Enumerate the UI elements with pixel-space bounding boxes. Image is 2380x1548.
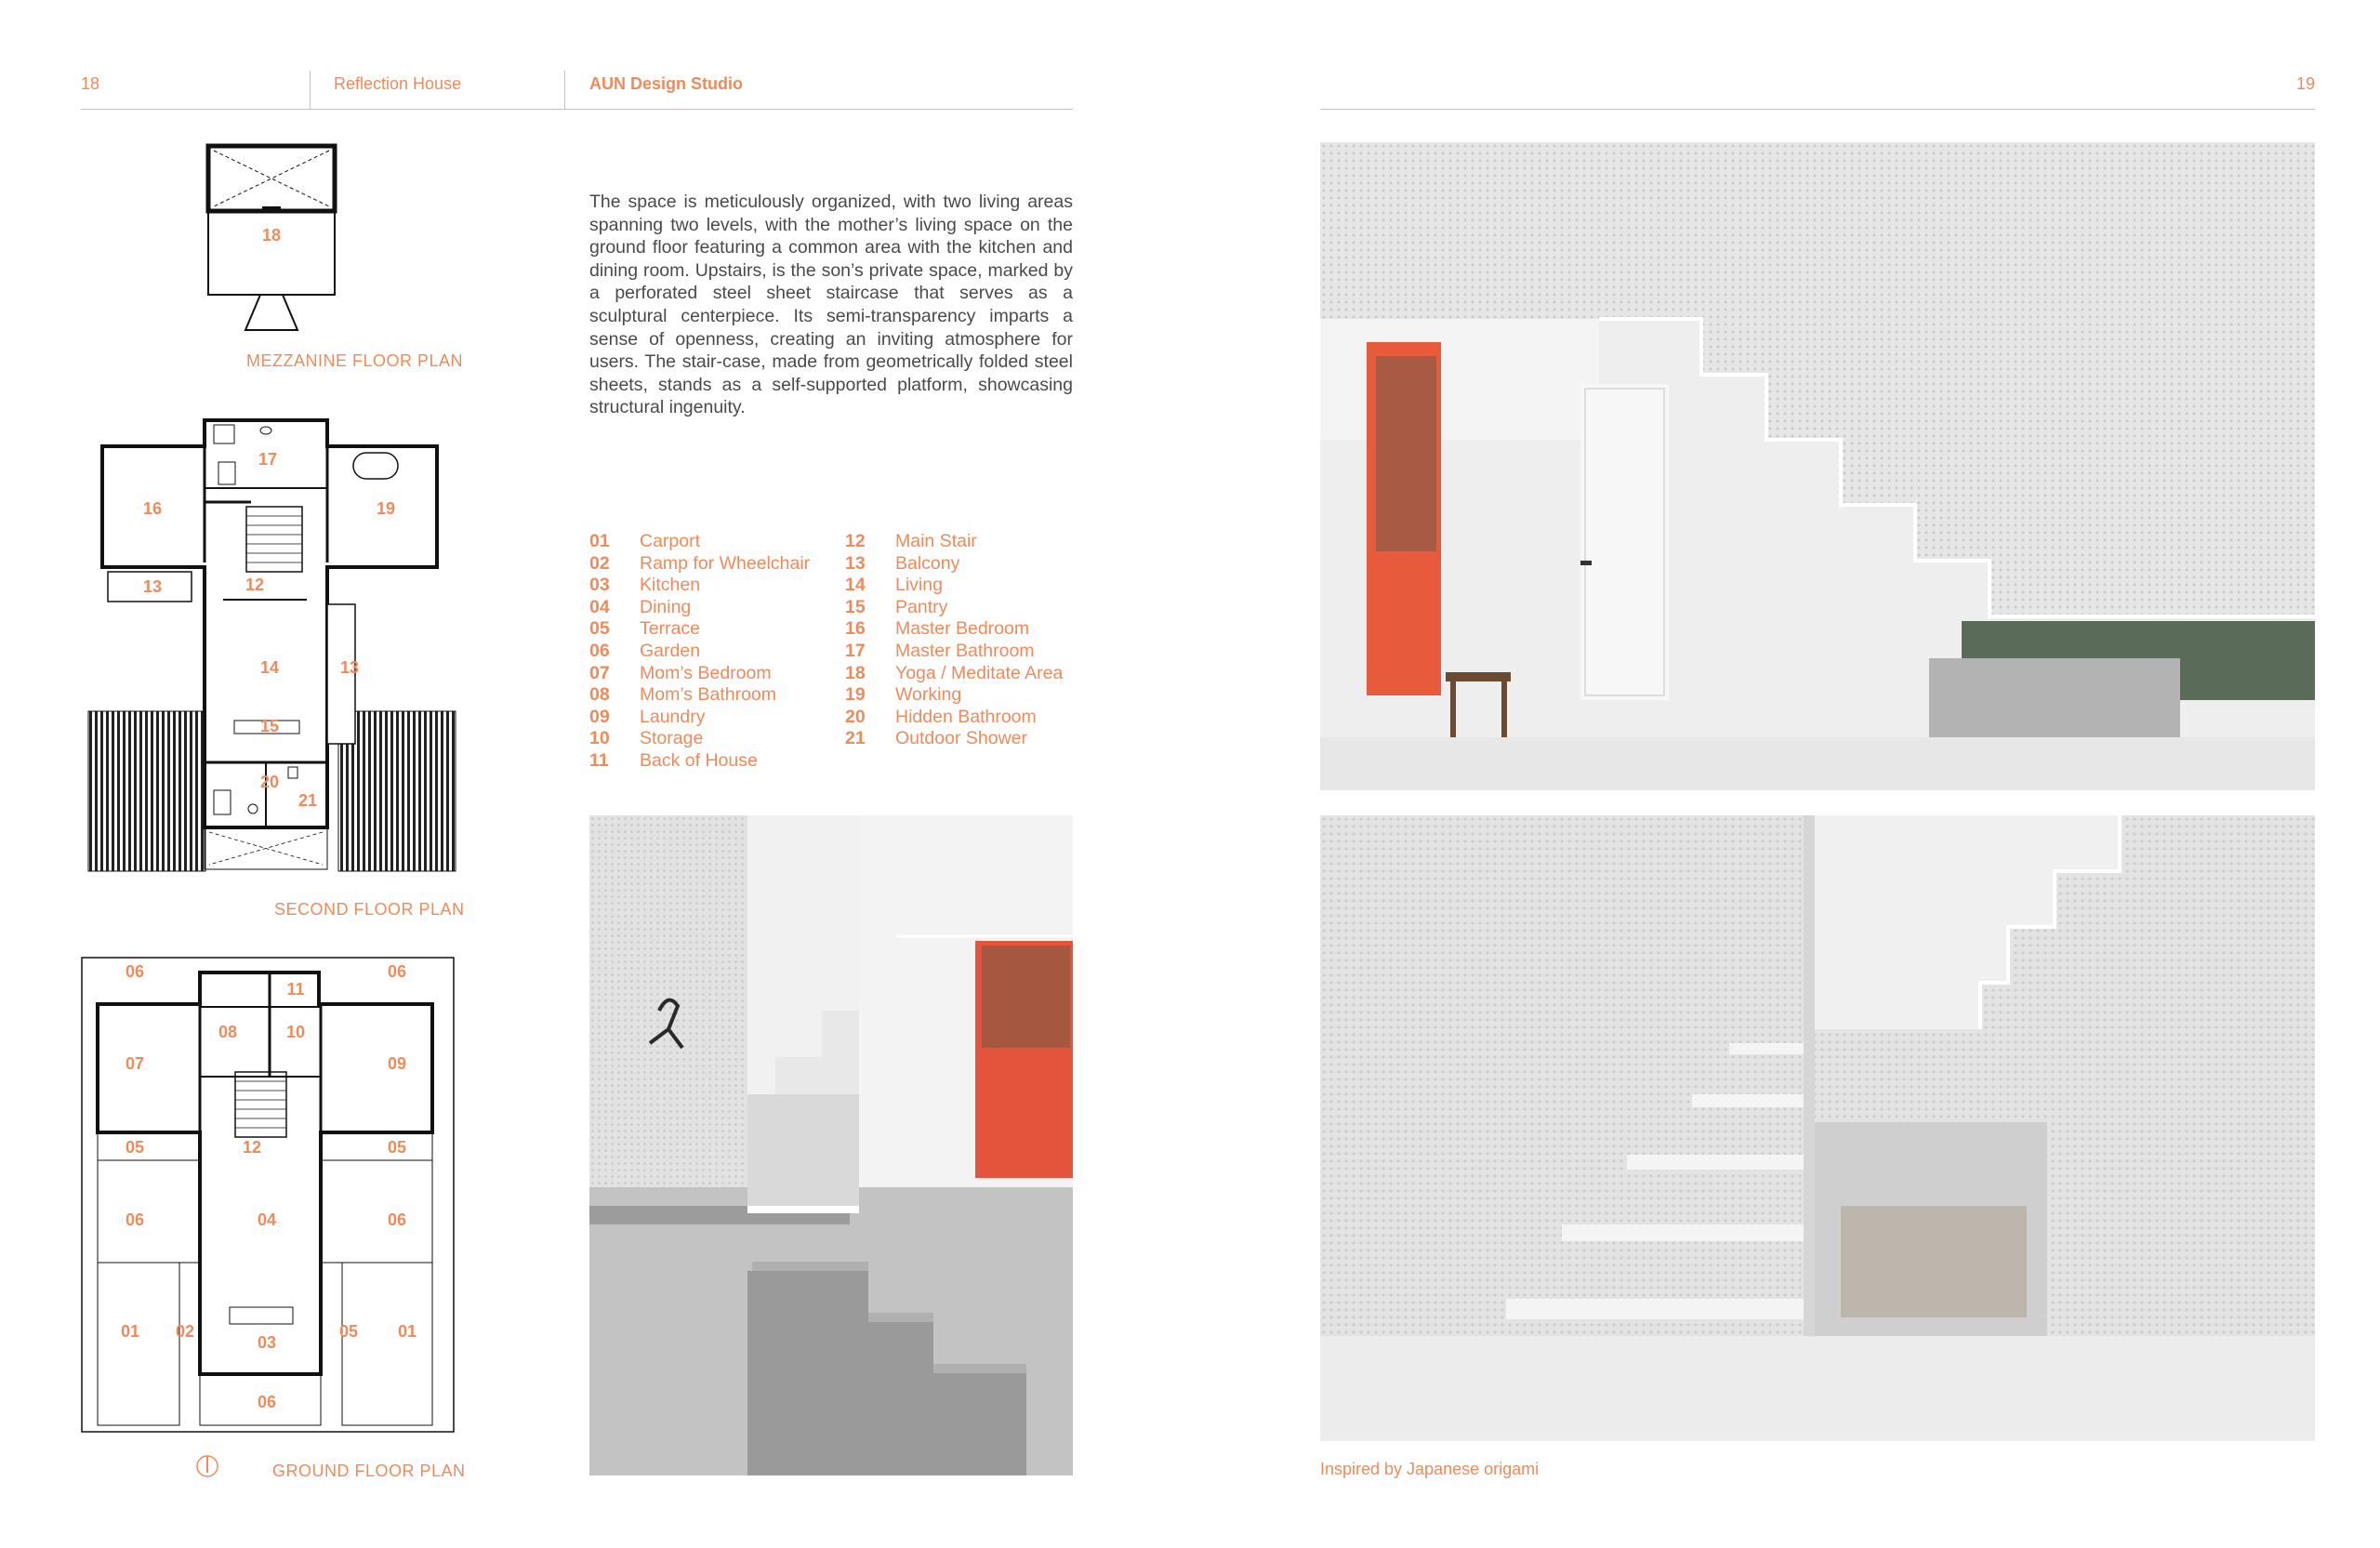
legend-item: 01 Carport <box>589 531 701 551</box>
room-label: 04 <box>257 1211 277 1229</box>
legend-item: 19 Working <box>845 684 962 706</box>
header-rule-left <box>81 109 1073 110</box>
room-label: 09 <box>387 1054 407 1073</box>
legend-item: 04 Dining <box>589 596 692 617</box>
legend-item: 05 Terrace <box>589 618 701 640</box>
legend-item: 14 Living <box>845 575 943 596</box>
room-label: 10 <box>285 1023 306 1041</box>
legend-item: 06 Garden <box>589 640 701 661</box>
legend-item: 12 Main Stair <box>845 531 977 551</box>
room-label: 20 <box>259 773 280 791</box>
room-label: 02 <box>175 1322 195 1341</box>
legend-item: 13 Balcony <box>845 552 960 574</box>
north-arrow-icon <box>193 1452 221 1480</box>
photo-caption: Inspired by Japanese origami <box>1320 1460 1540 1478</box>
legend-item: 16 Master Bedroom <box>845 618 1030 640</box>
room-label: 06 <box>125 1211 145 1229</box>
header-rule-right <box>1320 109 2315 110</box>
room-label: 07 <box>125 1054 145 1073</box>
room-label: 03 <box>257 1333 277 1352</box>
room-label: 01 <box>120 1322 140 1341</box>
description-paragraph: The space is meticulously organized, with two living areas spanning two levels, with the mother’s living space on the ground floor featuring a common area with the kitchen and dining room. Upstairs, is the son’s private space, marked by a perforated steel sheet staircase that serves as a sculptural centerpiece. Its semi-transparency imparts a sense of openness, creating an inviting atmosphere for users. The stair-case, made from geometrically folded steel sheets, stands as a self-supported platform, showcasing structural ingenuity. <box>589 192 1073 418</box>
stair-detail-photo <box>589 815 1073 1475</box>
studio-name: AUN Design Studio <box>589 74 743 93</box>
room-label: 01 <box>397 1322 417 1341</box>
room-label: 11 <box>286 980 305 999</box>
room-label: 18 <box>261 226 282 245</box>
origami-staircase-photo <box>1320 815 2315 1441</box>
room-legend-column-2 <box>845 531 1096 750</box>
second-plan-label: SECOND FLOOR PLAN <box>274 900 465 919</box>
room-label: 08 <box>218 1023 238 1041</box>
room-label: 19 <box>376 499 396 518</box>
room-label: 13 <box>142 577 163 596</box>
room-label: 16 <box>142 499 163 518</box>
legend-item: 20 Hidden Bathroom <box>845 706 1037 727</box>
ground-plan-label: GROUND FLOOR PLAN <box>272 1462 466 1480</box>
header-divider <box>310 71 311 109</box>
second-floor-plan <box>84 414 465 879</box>
right-page-number: 19 <box>2296 74 2316 93</box>
room-label: 06 <box>387 962 407 981</box>
legend-item: 09 Laundry <box>589 706 706 727</box>
legend-item: 18 Yoga / Meditate Area <box>845 662 1064 683</box>
legend-item: 15 Pantry <box>845 596 948 617</box>
project-title: Reflection House <box>334 74 462 93</box>
room-label: 06 <box>125 962 145 981</box>
room-label: 12 <box>245 576 265 594</box>
room-label: 06 <box>387 1211 407 1229</box>
room-label: 12 <box>242 1138 262 1157</box>
legend-item: 08 Mom’s Bathroom <box>589 684 777 706</box>
mezzanine-plan-label: MEZZANINE FLOOR PLAN <box>246 351 464 370</box>
room-label: 13 <box>339 658 360 677</box>
legend-item: 07 Mom’s Bedroom <box>589 662 772 683</box>
legend-item: 17 Master Bathroom <box>845 640 1035 661</box>
room-label: 05 <box>387 1138 407 1157</box>
legend-item: 03 Kitchen <box>589 575 701 596</box>
room-label: 06 <box>257 1393 277 1411</box>
room-legend-column-1 <box>589 531 840 773</box>
room-label: 14 <box>259 658 280 677</box>
header-divider <box>564 71 565 109</box>
left-page-number: 18 <box>81 74 100 93</box>
legend-item: 10 Storage <box>589 728 704 749</box>
room-label: 15 <box>259 717 280 735</box>
legend-item: 21 Outdoor Shower <box>845 728 1027 749</box>
staircase-hallway-photo <box>1320 142 2315 790</box>
legend-item: 11 Back of House <box>589 749 758 771</box>
ground-floor-plan <box>79 956 460 1439</box>
room-label: 17 <box>258 450 278 469</box>
mezzanine-floor-plan <box>186 139 372 344</box>
room-label: 05 <box>125 1138 145 1157</box>
room-label: 21 <box>298 791 318 810</box>
legend-item: 02 Ramp for Wheelchair <box>589 552 811 574</box>
room-label: 05 <box>338 1322 359 1341</box>
